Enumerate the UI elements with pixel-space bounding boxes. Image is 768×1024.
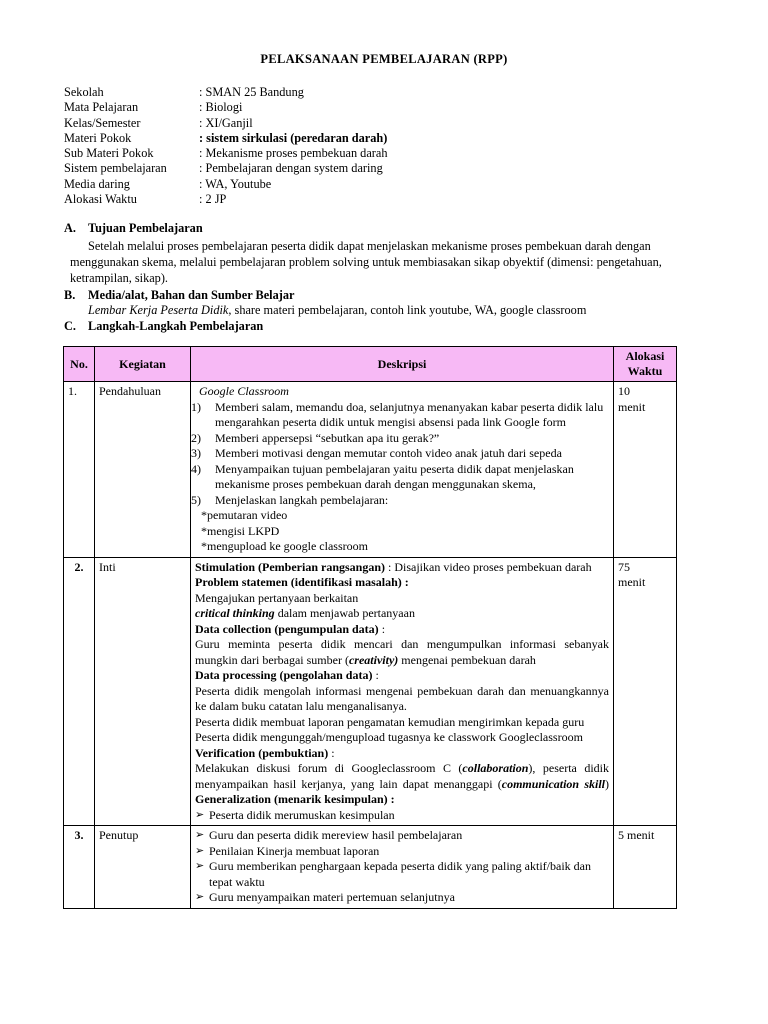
info-value: : Mekanisme proses pembekuan darah [199, 146, 388, 161]
stimulation-block [195, 560, 609, 576]
row-deskripsi [191, 826, 614, 909]
dc-text-2: mengenai pembekuan darah [398, 652, 536, 667]
info-label: Sistem pembelajaran [64, 161, 167, 176]
list-item [195, 828, 609, 844]
identity-block [64, 85, 388, 207]
info-value: : WA, Youtube [199, 176, 272, 191]
step-line: *mengupload ke google classroom [201, 539, 368, 553]
info-row [64, 100, 388, 115]
info-label: Sub Materi Pokok [64, 146, 154, 161]
row-number: 3. [64, 826, 95, 909]
info-value: : Biologi [199, 100, 243, 115]
section-b-heading [64, 288, 294, 303]
info-row [64, 192, 388, 207]
row-deskripsi [191, 557, 614, 826]
section-c-heading [64, 319, 263, 334]
list-item [195, 808, 609, 824]
alokasi-number: 10 [618, 384, 630, 398]
row-kegiatan: Inti [95, 557, 191, 826]
arrow-bullet-icon: ➢ [195, 829, 205, 841]
media-text: , share materi pembelajaran, contoh link youtube, WA, google classroom [228, 303, 587, 317]
data-processing-text: Peserta didik membuat laporan pengamatan kemudian mengirimkan kepada guru [195, 714, 585, 729]
ver-text-3: ) [605, 776, 609, 791]
row-alokasi [614, 382, 677, 558]
section-a-line1: Setelah melalui proses pembelajaran peserta didik dapat menjelaskan mekanisme proses pembekuan darah dengan [88, 239, 651, 253]
section-title: Media/alat, Bahan dan Sumber Belajar [88, 288, 295, 302]
info-row [64, 131, 388, 146]
alokasi-unit: menit [618, 575, 646, 589]
info-row [64, 161, 388, 176]
step-line: *mengisi LKPD [201, 523, 280, 538]
header-kegiatan: Kegiatan [95, 347, 191, 382]
arrow-bullet-icon: ➢ [195, 891, 205, 903]
item-number: 1) [191, 399, 201, 414]
generalization-list [195, 808, 609, 824]
problem-text: Mengajukan pertanyaan berkaitan [195, 590, 359, 605]
row-deskripsi [191, 382, 614, 558]
info-row [64, 85, 388, 100]
item-text: Memberi appersepsi “sebutkan apa itu gerak?” [215, 430, 440, 445]
closing-list [195, 828, 609, 906]
list-item [195, 890, 609, 906]
ver-text-2: ), peserta didik menyampaikan hasil kerjanya, yang lain dapat menanggapi ( [195, 761, 609, 791]
row-alokasi: 5 menit [614, 826, 677, 909]
section-a-heading [64, 221, 203, 236]
intro-steps-list [191, 399, 609, 509]
row-kegiatan: Penutup [95, 826, 191, 909]
item-text: Memberi motivasi dengan memutar contoh video anak jatuh dari sepeda [215, 446, 562, 460]
section-a-line2: menggunakan skema, melalui pembelajaran problem solving untuk membiasakan sikap obyektif (dimensi: pengetahuan, [70, 255, 662, 269]
data-collection-text [195, 637, 609, 668]
info-value: : XI/Ganjil [199, 115, 253, 130]
stimulation-text: : Disajikan video proses pembekuan darah [385, 559, 592, 574]
learning-steps-table [63, 346, 677, 909]
item-number: 3) [191, 446, 201, 460]
list-item [191, 399, 609, 431]
collaboration-term: collaboration [462, 761, 529, 775]
item-number: 2) [191, 430, 201, 445]
critical-thinking-text: dalam menjawab pertanyaan [274, 606, 415, 620]
data-collection-heading: Data collection (pengumpulan data) [195, 621, 379, 636]
header-no: No. [64, 347, 95, 382]
list-item [191, 492, 609, 509]
row-number: 2. [64, 557, 95, 826]
info-value: : SMAN 25 Bandung [199, 85, 304, 99]
info-value: : sistem sirkulasi (peredaran darah) [199, 130, 388, 145]
info-row [64, 177, 388, 192]
step-line: *pemutaran video [201, 508, 288, 522]
data-processing-heading-line [195, 668, 609, 684]
info-row [64, 116, 388, 131]
table-header-row [64, 347, 677, 382]
section-letter: A. [64, 221, 76, 235]
item-text: Guru menyampaikan materi pertemuan selanjutnya [209, 890, 455, 904]
section-title: Langkah-Langkah Pembelajaran [88, 319, 264, 333]
item-text: Memberi salam, memandu doa, selanjutnya menanyakan kabar peserta didik lalu mengarahkan peserta didik untuk mengisi absensi pada link Google form [215, 399, 604, 429]
verification-text [195, 761, 609, 808]
row-kegiatan: Pendahuluan [95, 382, 191, 558]
info-value: : 2 JP [199, 192, 227, 207]
item-text: Guru memberikan penghargaan kepada peserta didik yang paling aktif/baik dan tepat waktu [209, 859, 591, 889]
arrow-bullet-icon: ➢ [195, 844, 205, 857]
section-letter: B. [64, 288, 76, 302]
info-label: Mata Pelajaran [64, 100, 139, 115]
header-alokasi: Alokasi Waktu [614, 347, 677, 382]
page-title: PELAKSANAAN PEMBELAJARAN (RPP) [260, 52, 508, 66]
section-a-line3: ketrampilan, sikap). [70, 271, 169, 285]
header-deskripsi: Deskripsi [191, 347, 614, 382]
data-processing-text: Peserta didik mengolah informasi mengenai pembekuan darah dan menuangkannya ke dalam buku catatan lalu menganalisanya. [195, 683, 609, 713]
section-b-text [88, 303, 586, 319]
section-letter: C. [64, 319, 76, 333]
row-number: 1. [64, 382, 95, 558]
list-item [191, 430, 609, 447]
communication-term: communication skill [501, 776, 605, 791]
verification-heading: Verification (pembuktian) [195, 745, 329, 760]
table-row [64, 557, 677, 826]
heading-colon: : [328, 745, 335, 760]
info-label: Alokasi Waktu [64, 192, 137, 207]
ver-text-1: Melakukan diskusi forum di Googleclassroom C ( [195, 761, 463, 775]
list-item [195, 859, 609, 890]
section-title: Tujuan Pembelajaran [88, 221, 203, 235]
heading-colon: : [372, 668, 379, 682]
arrow-bullet-icon: ➢ [195, 860, 205, 872]
lkpd-text: Lembar Kerja Peserta Didik [88, 303, 229, 317]
data-collection-heading-line [195, 622, 609, 638]
alokasi-number: 75 [618, 559, 630, 574]
info-value: : Pembelajaran dengan system daring [199, 161, 383, 176]
critical-thinking-term: critical thinking [195, 606, 275, 620]
generalization-heading: Generalization (menarik kesimpulan) : [195, 792, 395, 806]
list-item [191, 446, 609, 462]
arrow-bullet-icon: ➢ [195, 808, 205, 821]
item-text: Menjelaskan langkah pembelajaran: [215, 492, 389, 507]
item-number: 5) [191, 492, 201, 507]
data-processing-heading: Data processing (pengolahan data) [195, 668, 373, 682]
data-processing-text: Peserta didik mengunggah/mengupload tugasnya ke classwork Googleclassroom [195, 730, 583, 744]
info-label: Media daring [64, 176, 130, 191]
stimulation-heading: Stimulation (Pemberian rangsangan) [195, 559, 386, 574]
info-label: Materi Pokok [64, 130, 132, 145]
item-text: Guru dan peserta didik mereview hasil pembelajaran [209, 828, 463, 842]
alokasi-unit: menit [618, 399, 646, 414]
list-item [191, 461, 609, 493]
info-row [64, 146, 388, 161]
creativity-term: creativity) [348, 652, 399, 667]
item-text: Penilaian Kinerja membuat laporan [209, 843, 380, 858]
dc-text-1: Guru meminta peserta didik mencari dan mengumpulkan informasi sebanyak mungkin dari berbagai sumber ( [195, 637, 609, 667]
heading-colon: : [378, 621, 386, 636]
critical-thinking-line [195, 606, 609, 622]
verification-heading-line [195, 746, 609, 762]
row-alokasi [614, 557, 677, 826]
item-number: 4) [191, 461, 201, 476]
info-label: Kelas/Semester [64, 115, 141, 130]
item-text: Menyampaikan tujuan pembelajaran yaitu peserta didik dapat menjelaskan mekanisme proses pembekuan darah dengan menggunakan skema, [215, 461, 574, 491]
problem-heading: Problem statemen (identifikasi masalah) : [195, 575, 409, 589]
table-row [64, 382, 677, 558]
list-item [195, 844, 609, 860]
info-label: Sekolah [64, 85, 104, 99]
platform-label: Google Classroom [199, 384, 289, 398]
table-row [64, 826, 677, 909]
item-text: Peserta didik merumuskan kesimpulan [209, 807, 395, 822]
